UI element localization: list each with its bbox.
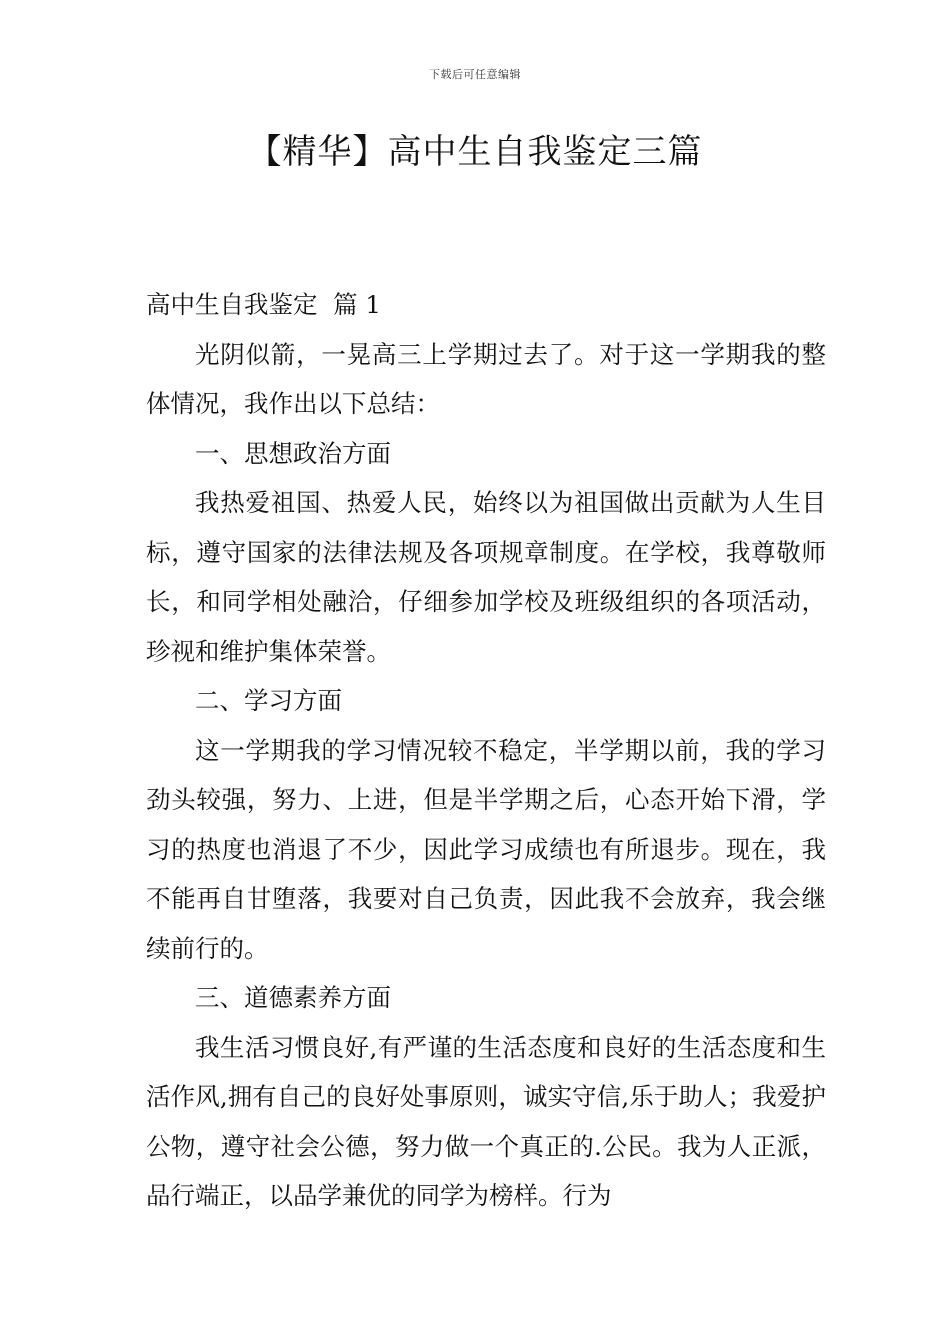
- paragraph-study: 这一学期我的学习情况较不稳定，半学期以前，我的学习劲头较强，努力、上进，但是半学期之后，心态开始下滑，学习的热度也消退了不少，因此学习成绩也有所退步。现在，我不能再自甘堕落，我要对自己负责，因此我不会放弃，我会继续前行的。: [146, 735, 826, 963]
- paragraph-politics: 我热爱祖国、热爱人民，始终以为祖国做出贡献为人生目标，遵守国家的法律法规及各项规章制度。在学校，我尊敬师长，和同学相处融洽，仔细参加学校及班级组织的各项活动，珍视和维护集体荣誉。: [146, 488, 826, 666]
- document-title: 【精华】高中生自我鉴定三篇: [247, 132, 703, 172]
- paragraph-intro: 光阴似箭，一晃高三上学期过去了。对于这一学期我的整体情况，我作出以下总结：: [146, 339, 826, 418]
- section-heading: 高中生自我鉴定 篇 1: [146, 290, 381, 319]
- subheading-politics: 一、思想政治方面: [195, 438, 391, 468]
- header-note: 下载后可任意编辑: [429, 68, 521, 81]
- subheading-morality: 三、道德素养方面: [195, 983, 391, 1012]
- paragraph-morality: 我生活习惯良好,有严谨的生活态度和良好的生活态度和生活作风,拥有自己的良好处事原则，诚实守信,乐于助人；我爱护公物，遵守社会公德，努力做一个真正的.公民。我为人正派，品行端正，以品学兼优的同学为榜样。行为: [146, 1032, 826, 1210]
- document-body: [146, 280, 826, 1221]
- subheading-study: 二、学习方面: [195, 686, 342, 715]
